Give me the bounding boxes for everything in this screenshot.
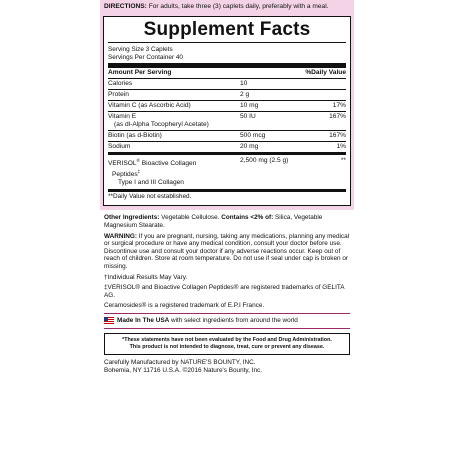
verisol-line3: Type I and III Collagen — [118, 179, 184, 187]
servings-per-container: Servings Per Container 40 — [108, 53, 183, 61]
nutrient-dv: 17% — [332, 102, 346, 109]
individual-results-note: †Individual Results May Vary. — [104, 273, 188, 281]
facts-title: Supplement Facts — [108, 19, 346, 43]
nutrient-dv: 1% — [336, 143, 346, 150]
supplement-label — [100, 0, 354, 450]
nutrient-amount: 10 — [240, 80, 248, 87]
nutrient-dv: 167% — [329, 132, 346, 139]
facts-row — [108, 112, 346, 121]
fda-disclaimer: *These statements have not been evaluated by the Food and Drug Administration. This product is not intended to diagnose, treat, cure or prevent any disease. — [104, 333, 350, 355]
other-ingredients: Other Ingredients: Vegetable Cellulose. Contains <2% of: Silica, Vegetable Magnesium Stearate. — [104, 214, 323, 229]
facts-row — [108, 90, 346, 101]
header-dv: %Daily Value — [305, 69, 346, 76]
verisol-row — [108, 155, 346, 192]
nutrient-amount: 10 mg — [240, 102, 259, 109]
made-in-usa — [104, 313, 350, 329]
nutrient-name: Vitamin C (as Ascorbic Acid) — [108, 102, 191, 109]
facts-row — [108, 101, 346, 112]
verisol-amount: 2,500 mg (2.5 g) — [240, 157, 289, 164]
nutrient-amount — [240, 121, 300, 129]
verisol-line1: VERISOL® Bioactive Collagen — [108, 158, 197, 168]
serving-info — [108, 43, 346, 63]
nutrient-dv — [300, 80, 346, 88]
usa-bold: Made In The USA — [117, 316, 170, 324]
directions-label: DIRECTIONS: — [104, 3, 147, 10]
facts-background — [100, 16, 354, 210]
serving-size: Serving Size 3 Caplets — [108, 46, 173, 53]
facts-row — [108, 131, 346, 142]
warning-text: WARNING: If you are pregnant, nursing, taking any medications, planning any medical or surgical procedure or have any medical condition, consult your doctor before use. Discontinue use and consult your doctor if any adverse reactions occur. Keep out of reach of children. Store at room temperature. Do not use if seal under cap is broken or missing. — [104, 232, 350, 270]
trademark-note: ‡VERISOL® and Bioactive Collagen Peptides® are registered trademarks of GELITA AG. — [104, 284, 345, 299]
nutrient-dv — [300, 91, 346, 99]
verisol-dv: ** — [340, 157, 346, 164]
nutrient-name: Vitamin E — [108, 113, 137, 120]
nutrient-name: Sodium — [108, 143, 131, 150]
directions-text: For adults, take three (3) caplets daily, preferably with a meal. — [148, 3, 329, 10]
verisol-line2: Peptides‡ — [112, 169, 141, 179]
manufacturer-info: Carefully Manufactured by NATURE'S BOUNTY, INC. Bohemia, NY 11716 U.S.A. ©2016 Nature's Bounty, Inc. — [104, 358, 262, 374]
nutrient-dv — [300, 121, 346, 129]
usa-flag-icon — [104, 317, 114, 324]
label-info — [100, 210, 354, 374]
nutrient-name: Calories — [108, 80, 133, 87]
directions-bar — [100, 0, 354, 16]
nutrient-name: Protein — [108, 91, 129, 98]
nutrient-dv: 167% — [329, 113, 346, 120]
supplement-facts-panel — [103, 16, 351, 206]
facts-header-row — [108, 68, 346, 79]
facts-row — [108, 121, 346, 131]
nutrient-amount: 500 mcg — [240, 132, 266, 139]
verisol-name — [108, 157, 240, 187]
nutrient-name: Biotin (as d-Biotin) — [108, 132, 162, 139]
nutrient-amount: 20 mg — [240, 143, 259, 150]
facts-row — [108, 79, 346, 90]
usa-text: with select ingredients from around the world — [169, 316, 298, 324]
header-amount: Amount Per Serving — [108, 69, 172, 76]
dv-footnote: **Daily Value not established. — [108, 193, 192, 201]
nutrient-amount: 50 IU — [240, 113, 256, 120]
nutrient-name: (as dl-Alpha Tocopheryl Acetate) — [114, 121, 209, 128]
facts-row — [108, 142, 346, 155]
ceramosides-note: Ceramosides® is a registered trademark of E.P.I France. — [104, 302, 265, 310]
nutrient-amount: 2 g — [240, 91, 250, 98]
